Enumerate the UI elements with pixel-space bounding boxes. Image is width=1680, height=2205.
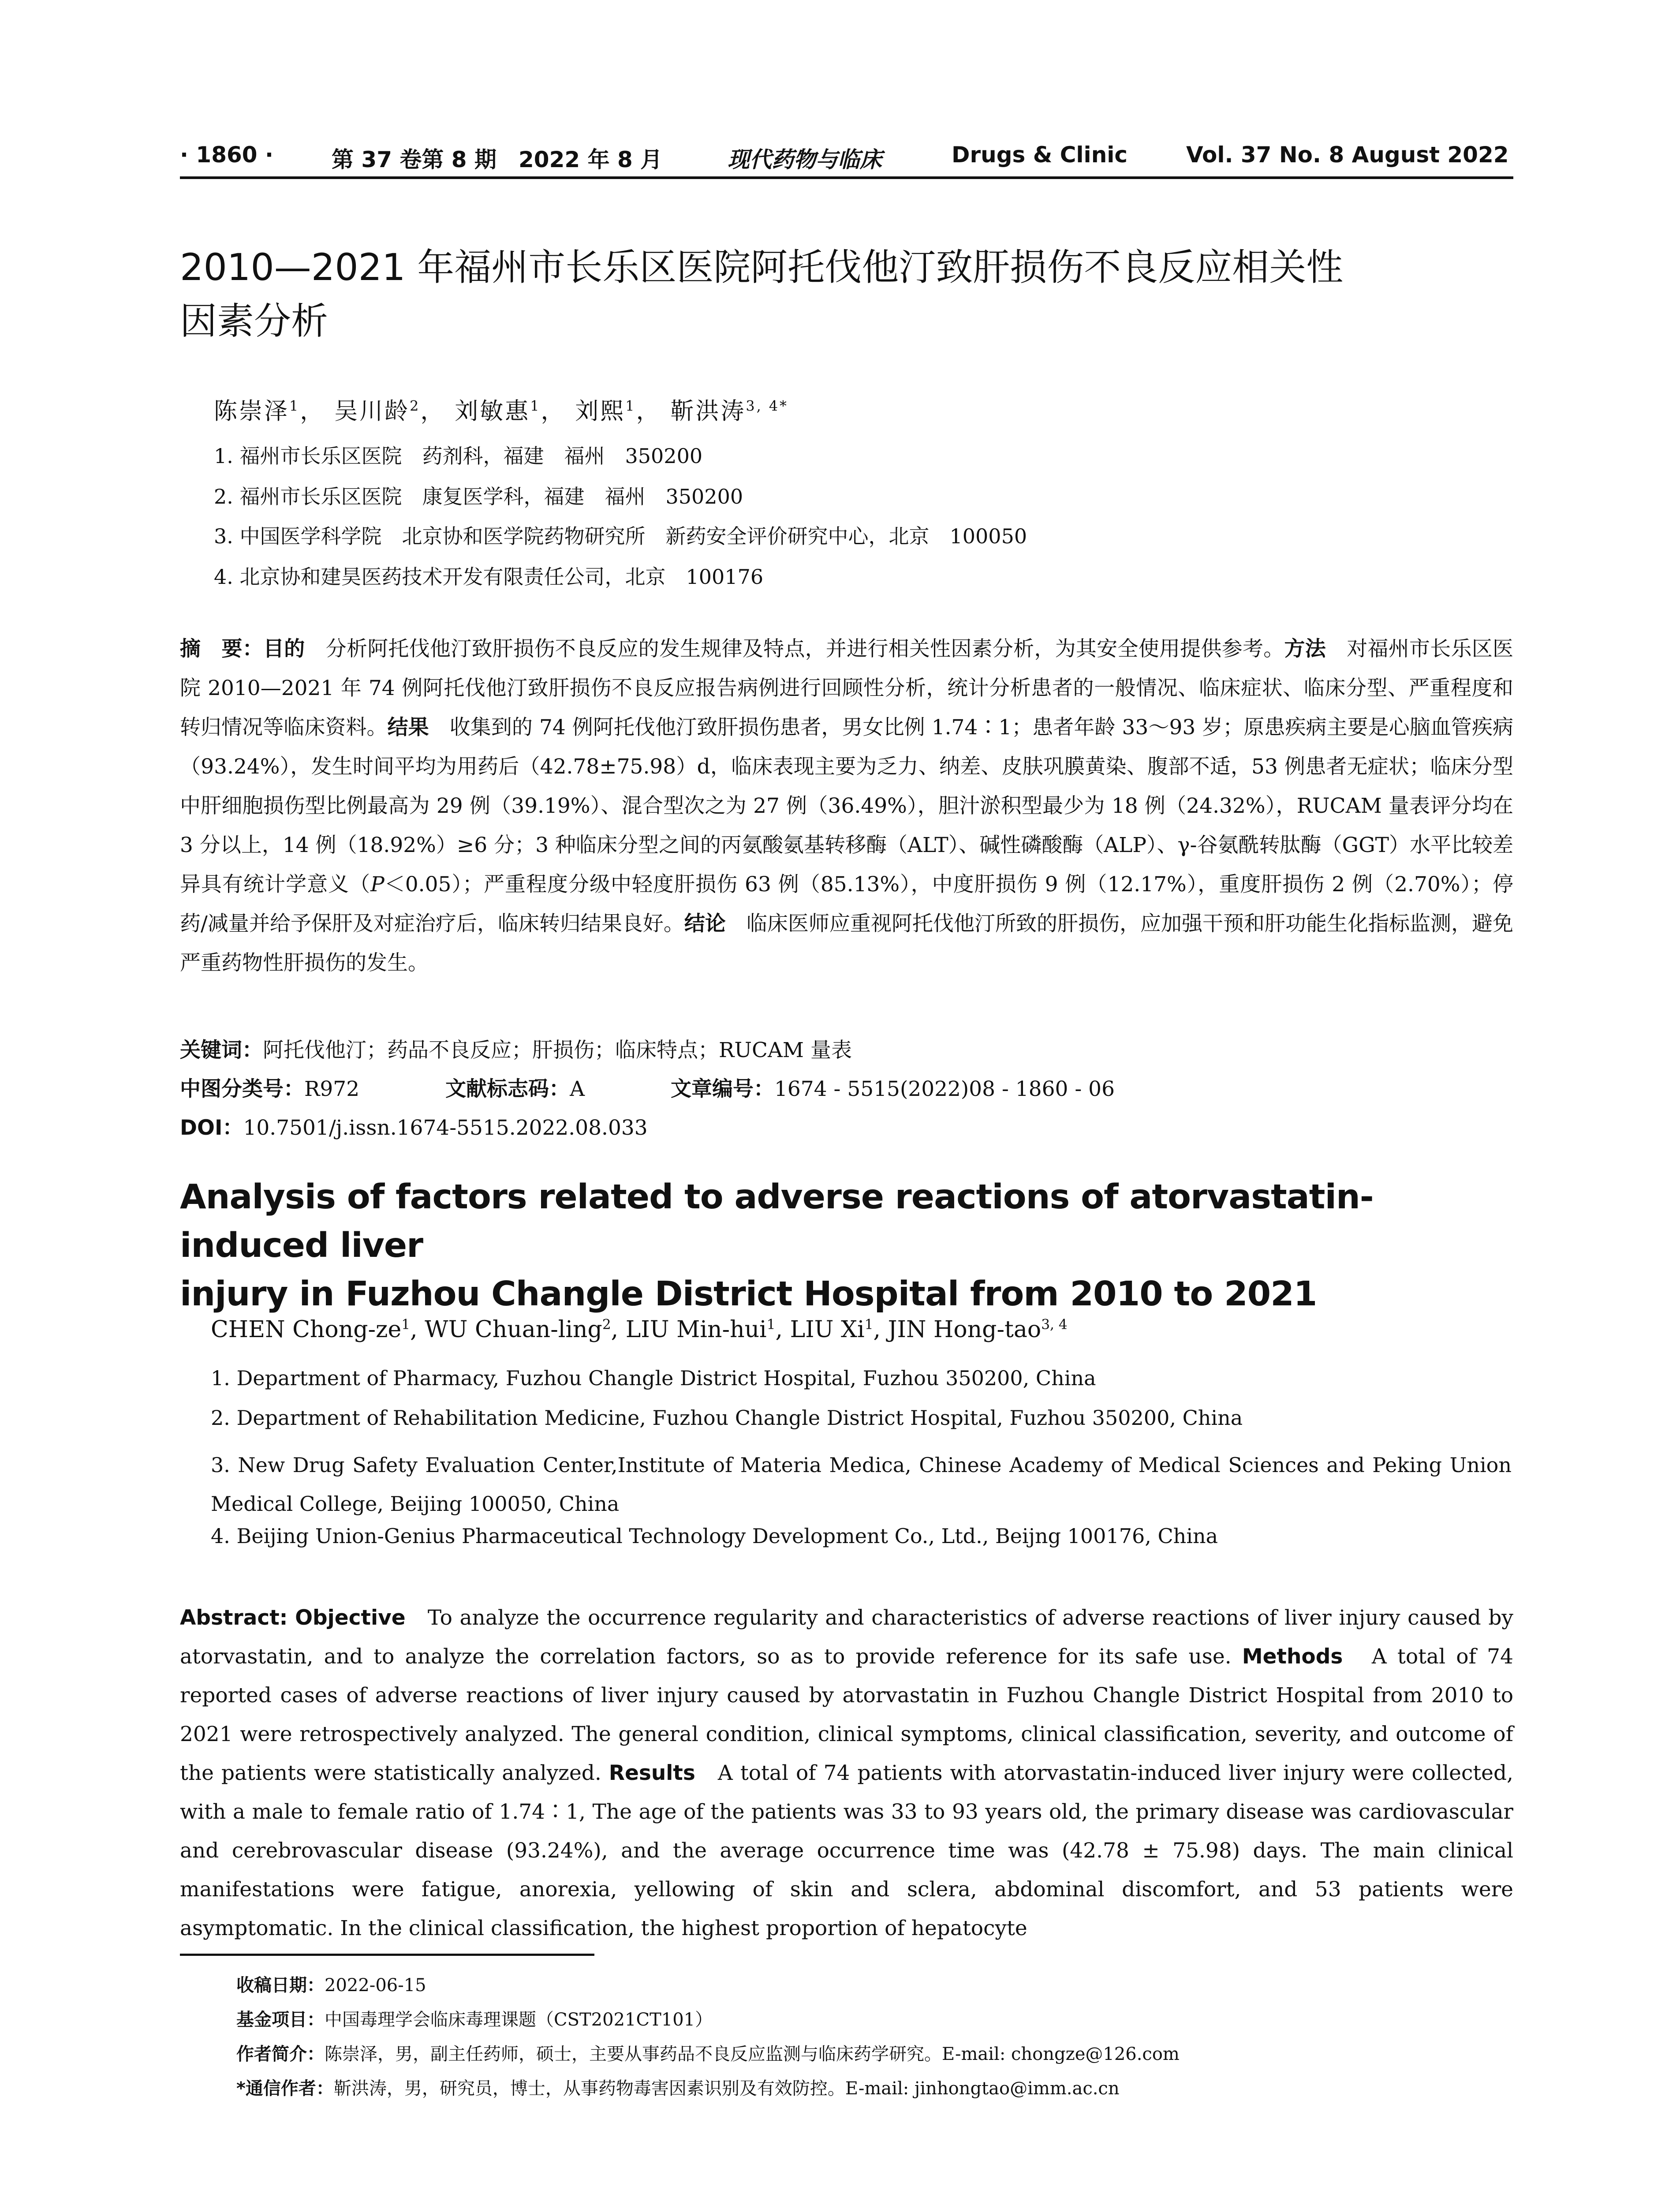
footnote-value: 陈崇泽，男，副主任药师，硕士，主要从事药品不良反应监测与临床药学研究。E-mail: chongze@126.com bbox=[325, 2044, 1180, 2064]
footnote-received bbox=[236, 1971, 426, 1996]
footnote-funding bbox=[236, 2006, 713, 2031]
abstract-cn bbox=[180, 629, 1513, 983]
author-cn: 吴川龄 bbox=[334, 398, 410, 425]
objective-en-label: Objective bbox=[295, 1606, 406, 1630]
objective-text: 分析阿托伐他汀致肝损伤不良反应的发生规律及特点，并进行相关性因素分析，为其安全使用提供参考。 bbox=[305, 637, 1284, 661]
author-sep: ， bbox=[420, 398, 446, 425]
results-text: 收集到的 74 例阿托伐他汀致肝损伤患者，男女比例 1.74∶1；患者年龄 33～93 岁；原患疾病主要是心脑血管疾病（93.24%），发生时间平均为用药后（42.78±75.98）d，临床表现主要为乏力、纳差、皮肤巩膜黄染、腹部不适，53 例患者无症状；临床分型中肝细胞损伤型比例最高为 29 例（39.19%）、混合型次之为 27 例（36.49%），胆汁淤积型最少为 18 例（24.32%），RUCAM 量表评分均在 3 分以上，14 例（18.92%）≥6 分；3 种临床分型之间的丙氨酸氨基转移酶（ALT）、碱性磷酸酶（ALP）、γ-谷氨酰转肽酶（GGT）水平比较差异具有统计学意义（ bbox=[180, 715, 1514, 897]
author-en: LIU Xi bbox=[790, 1316, 865, 1343]
title-en-line1: Analysis of factors related to adverse reactions of atorvastatin-induced liver bbox=[180, 1177, 1374, 1265]
affiliation-en: 4. Beijing Union-Genius Pharmaceutical Technology Development Co., Ltd., Beijng 100176, China bbox=[211, 1524, 1218, 1548]
author-sep: ， bbox=[541, 398, 566, 425]
footnote-label: 作者简介： bbox=[236, 2044, 325, 2064]
author-sup: 1 bbox=[401, 1316, 411, 1333]
affiliation-en: 2. Department of Rehabilitation Medicine, Fuzhou Changle District Hospital, Fuzhou 350200, China bbox=[211, 1406, 1243, 1430]
affiliation-en: 3. New Drug Safety Evaluation Center,Institute of Materia Medica, Chinese Academy of Medical Sciences and Peking Union Medical College, Beijing 100050, China bbox=[211, 1453, 1512, 1516]
footnote-value: 靳洪涛，男，研究员，博士，从事药物毒害因素识别及有效防控。E-mail: jinhongtao@imm.ac.cn bbox=[333, 2078, 1120, 2099]
clc-value: R972 bbox=[304, 1077, 360, 1101]
author-cn: 刘熙 bbox=[575, 398, 626, 425]
affiliation-cn: 1. 福州市长乐区医院 药剂科，福建 福州 350200 bbox=[214, 444, 703, 468]
volume-en: Vol. 37 No. 8 August 2022 bbox=[1186, 142, 1509, 168]
affiliation-cn: 4. 北京协和建昊医药技术开发有限责任公司，北京 100176 bbox=[214, 565, 764, 589]
header-rule bbox=[180, 176, 1513, 179]
footnote-rule bbox=[180, 1954, 594, 1956]
author-cn: 陈崇泽 bbox=[214, 398, 289, 425]
footnote-corresponding bbox=[236, 2074, 1120, 2100]
author-sup: 3, 4 bbox=[1041, 1316, 1068, 1333]
author-sep: ， bbox=[300, 398, 325, 425]
keywords-label: 关键词： bbox=[180, 1038, 263, 1062]
affiliation-en: 1. Department of Pharmacy, Fuzhou Changle District Hospital, Fuzhou 350200, China bbox=[211, 1366, 1096, 1390]
methods-en-label: Methods bbox=[1242, 1644, 1343, 1669]
conclusion-label: 结论 bbox=[684, 912, 726, 936]
abstract-cn-label: 摘 要： bbox=[180, 637, 264, 661]
footnote-label: 基金项目： bbox=[236, 2010, 325, 2030]
author-sep: , bbox=[611, 1316, 626, 1343]
p-value-symbol: P bbox=[370, 872, 385, 897]
results-en-text: A total of 74 patients with atorvastatin-induced liver injury were collected, with a male to female ratio of 1.74∶1, The age of the patients was 33 to 93 years old, the primary disease was cardiovascular and cerebrovascular disease (93.24%), and the average occurrence time was (42.78 ± 75.98) days. The main clinical manifestations were fatigue, anorexia, yellowing of skin and sclera, abdominal discomfort, and 53 patients were asymptomatic. In the clinical classification, the highest proportion of hepatocyte bbox=[180, 1761, 1513, 1940]
abstract-en-label: Abstract: bbox=[180, 1606, 288, 1630]
author-en: WU Chuan-ling bbox=[425, 1316, 602, 1343]
author-sep: ， bbox=[636, 398, 661, 425]
methods-text: 对福州市长乐区医院 2010—2021 年 74 例阿托伐他汀致肝损伤不良反应报告病例进行回顾性分析，统计分析患者的一般情况、临床症状、临床分型、严重程度和转归情况等临床资料。 bbox=[180, 637, 1514, 740]
keywords-cn bbox=[180, 1034, 852, 1063]
author-en: JIN Hong-tao bbox=[888, 1316, 1042, 1343]
footnote-value: 2022-06-15 bbox=[325, 1975, 426, 1996]
objective-en-text: To analyze the occurrence regularity and characteristics of adverse reactions of liver injury caused by atorvastatin, and to analyze the correlation factors, so as to provide reference for its safe use. bbox=[180, 1606, 1513, 1669]
affiliation-cn: 3. 中国医学科学院 北京协和医学院药物研究所 新药安全评价研究中心，北京 100050 bbox=[214, 524, 1027, 548]
results-label: 结果 bbox=[387, 715, 429, 740]
author-sup: 1 bbox=[766, 1316, 776, 1333]
author-cn: 靳洪涛 bbox=[670, 398, 746, 425]
author-sep: , bbox=[775, 1316, 790, 1343]
journal-en: Drugs & Clinic bbox=[952, 142, 1128, 168]
page-number: · 1860 · bbox=[180, 142, 273, 168]
author-sup: 3, 4* bbox=[746, 398, 788, 415]
title-cn-line2: 因素分析 bbox=[180, 299, 329, 343]
footnote-author-bio bbox=[236, 2040, 1180, 2065]
author-sup: 2 bbox=[410, 398, 421, 415]
author-en: LIU Min-hui bbox=[625, 1316, 767, 1343]
doi-label: DOI： bbox=[180, 1116, 243, 1140]
author-sep: , bbox=[410, 1316, 425, 1343]
title-en bbox=[180, 1173, 1513, 1319]
methods-label: 方法 bbox=[1284, 637, 1326, 661]
footnote-label: *通信作者： bbox=[236, 2078, 334, 2099]
authors-cn bbox=[214, 392, 788, 426]
title-cn-line1: 2010—2021 年福州市长乐区医院阿托伐他汀致肝损伤不良反应相关性 bbox=[180, 246, 1344, 289]
author-sup: 1 bbox=[289, 398, 300, 415]
abstract-en bbox=[180, 1599, 1513, 1948]
results-en-label: Results bbox=[609, 1761, 695, 1785]
clc-label: 中图分类号： bbox=[180, 1077, 304, 1101]
objective-label: 目的 bbox=[263, 637, 305, 661]
article-no-label: 文章编号： bbox=[670, 1077, 774, 1101]
footnote-label: 收稿日期： bbox=[236, 1975, 325, 1996]
methods-en-text: A total of 74 reported cases of adverse reactions of liver injury caused by atorvastatin in Fuzhou Changle District Hospital from 2010 to 2021 were retrospectively analyzed. The general condition, clinical symptoms, clinical classification, severity, and outcome of the patients were statistically analyzed. bbox=[180, 1644, 1513, 1785]
doc-code-label: 文献标志码： bbox=[445, 1077, 570, 1101]
title-en-line2: injury in Fuzhou Changle District Hospital from 2010 to 2021 bbox=[180, 1274, 1317, 1314]
affiliation-cn: 2. 福州市长乐区医院 康复医学科，福建 福州 350200 bbox=[214, 485, 743, 508]
doi-value: 10.7501/j.issn.1674-5515.2022.08.033 bbox=[243, 1116, 648, 1140]
authors-en bbox=[211, 1316, 1068, 1343]
results-tail: ＜0.05）；严重程度分级中轻度肝损伤 63 例（85.13%），中度肝损伤 9 例（12.17%），重度肝损伤 2 例（2.70%）；停药/减量并给予保肝及对症治疗后，临床转归结果良好。 bbox=[180, 872, 1513, 936]
doi-line bbox=[180, 1111, 648, 1141]
journal-cn: 现代药物与临床 bbox=[728, 146, 882, 172]
title-cn bbox=[180, 240, 1529, 348]
author-sup: 2 bbox=[602, 1316, 611, 1333]
keywords-value: 阿托伐他汀；药品不良反应；肝损伤；临床特点；RUCAM 量表 bbox=[263, 1038, 852, 1062]
classification-line bbox=[180, 1073, 1115, 1102]
author-en: CHEN Chong-ze bbox=[211, 1316, 402, 1343]
footnote-value: 中国毒理学会临床毒理课题（CST2021CT101） bbox=[325, 2010, 713, 2030]
doc-code-value: A bbox=[570, 1077, 585, 1101]
volume-cn: 第 37 卷第 8 期 2022 年 8 月 bbox=[332, 147, 663, 172]
author-sup: 1 bbox=[530, 398, 541, 415]
author-sep: , bbox=[873, 1316, 888, 1343]
author-sup: 1 bbox=[864, 1316, 874, 1333]
article-no-value: 1674 - 5515(2022)08 - 1860 - 06 bbox=[774, 1077, 1115, 1101]
author-sup: 1 bbox=[625, 398, 636, 415]
conclusion-text: 临床医师应重视阿托伐他汀所致的肝损伤，应加强干预和肝功能生化指标监测，避免严重药物性肝损伤的发生。 bbox=[180, 912, 1514, 975]
author-cn: 刘敏惠 bbox=[455, 398, 530, 425]
